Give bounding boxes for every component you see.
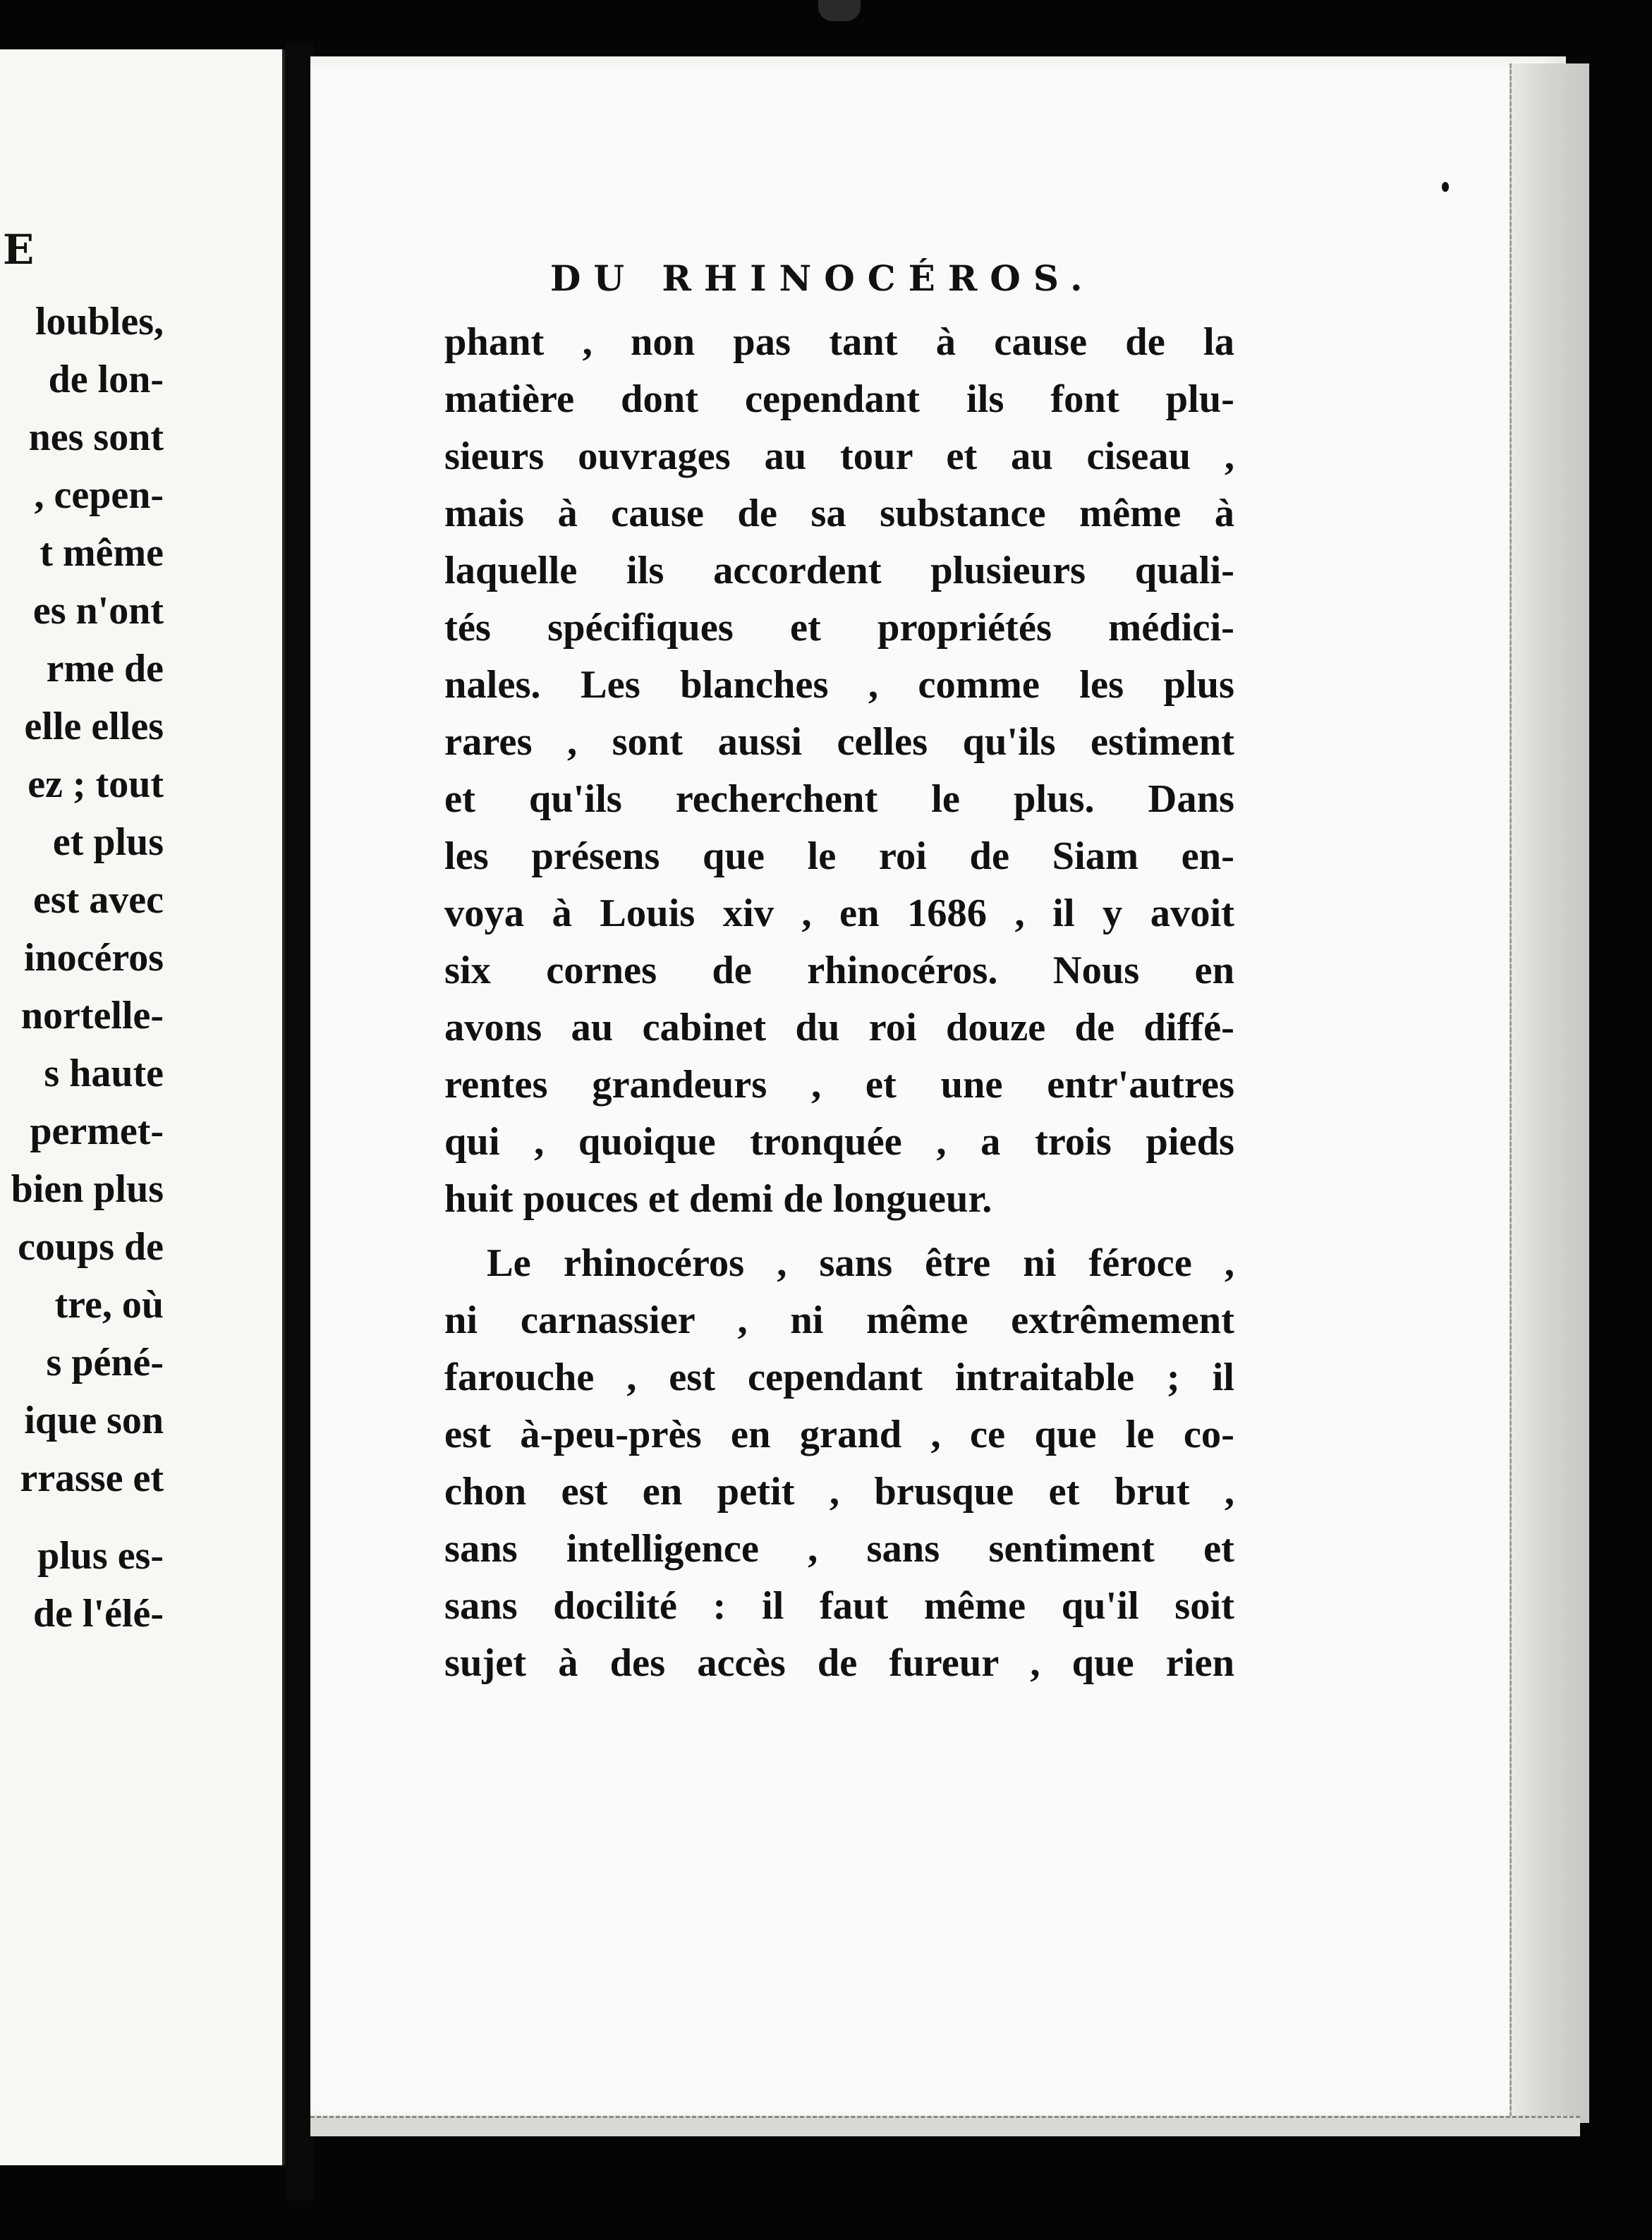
left-line: nortelle-: [20, 994, 164, 1037]
left-page-header-fragment: E: [3, 226, 35, 274]
book-gutter: [285, 42, 313, 2201]
ink-speck: [818, 0, 861, 21]
text-line: voya à Louis xiv , en 1686 , il y avoit: [444, 891, 1234, 935]
left-line: nes sont: [28, 415, 164, 459]
page-fore-edge: [1510, 63, 1589, 2123]
text-line: rares , sont aussi celles qu'ils estiment: [444, 720, 1234, 764]
text-line: qui , quoique tronquée , a trois pieds: [444, 1120, 1234, 1164]
left-line: inocéros: [23, 936, 164, 980]
left-line: de l'élé-: [32, 1592, 164, 1636]
text-line: tés spécifiques et propriétés médici-: [444, 606, 1234, 650]
text-line: huit pouces et demi de longueur.: [444, 1177, 992, 1221]
left-page: [0, 49, 286, 2165]
text-line: farouche , est cependant intraitable ; il: [444, 1356, 1234, 1399]
running-head: DU RHINOCÉROS.: [550, 257, 1095, 299]
left-line: , cepen-: [34, 473, 164, 517]
left-line: bien plus: [11, 1167, 164, 1211]
text-line: sujet à des accès de fureur , que rien: [444, 1641, 1234, 1685]
left-line: ez ; tout: [28, 762, 164, 806]
paragraph-gap: [444, 1228, 1234, 1235]
text-line: chon est en petit , brusque et brut ,: [444, 1470, 1234, 1514]
page-bottom-edge: [310, 2116, 1580, 2136]
text-line: sieurs ouvrages au tour et au ciseau ,: [444, 434, 1234, 478]
left-line: rrasse et: [20, 1456, 164, 1500]
left-line: de lon-: [48, 358, 164, 401]
left-line: s péné-: [46, 1341, 164, 1384]
left-line: s haute: [44, 1052, 164, 1095]
text-line: et qu'ils recherchent le plus. Dans: [444, 777, 1234, 821]
text-line: est à-peu-près en grand , ce que le co-: [444, 1413, 1234, 1456]
page-body-text: [444, 314, 1234, 1692]
left-line: coups de: [18, 1225, 164, 1269]
left-line: loubles,: [35, 300, 164, 343]
text-line: les présens que le roi de Siam en-: [444, 834, 1234, 878]
left-line: es n'ont: [32, 589, 164, 633]
left-line: tre, où: [54, 1283, 164, 1327]
left-line: elle elles: [24, 705, 164, 748]
text-line: avons au cabinet du roi douze de diffé-: [444, 1006, 1234, 1049]
text-line: six cornes de rhinocéros. Nous en: [444, 949, 1234, 992]
left-line: t même: [40, 531, 164, 575]
text-line: rentes grandeurs , et une entr'autres: [444, 1063, 1234, 1107]
left-line: rme de: [46, 647, 164, 690]
left-line: est avec: [32, 878, 164, 922]
text-line: ni carnassier , ni même extrêmement: [444, 1298, 1234, 1342]
left-line: et plus: [52, 820, 164, 864]
text-line: laquelle ils accordent plusieurs quali-: [444, 549, 1234, 592]
text-line: nales. Les blanches , comme les plus: [444, 663, 1234, 707]
text-line: mais à cause de sa substance même à: [444, 492, 1234, 535]
left-page-text: [0, 293, 164, 1643]
left-line: plus es-: [37, 1534, 164, 1578]
left-line: permet-: [30, 1109, 164, 1153]
text-line: Le rhinocéros , sans être ni féroce ,: [487, 1241, 1234, 1285]
text-line: matière dont cependant ils font plu-: [444, 377, 1234, 421]
left-line: ique son: [24, 1399, 164, 1442]
ink-speck: [1442, 182, 1449, 192]
text-line: sans intelligence , sans sentiment et: [444, 1527, 1234, 1571]
text-line: phant , non pas tant à cause de la: [444, 320, 1234, 364]
text-line: sans docilité : il faut même qu'il soit: [444, 1584, 1234, 1628]
